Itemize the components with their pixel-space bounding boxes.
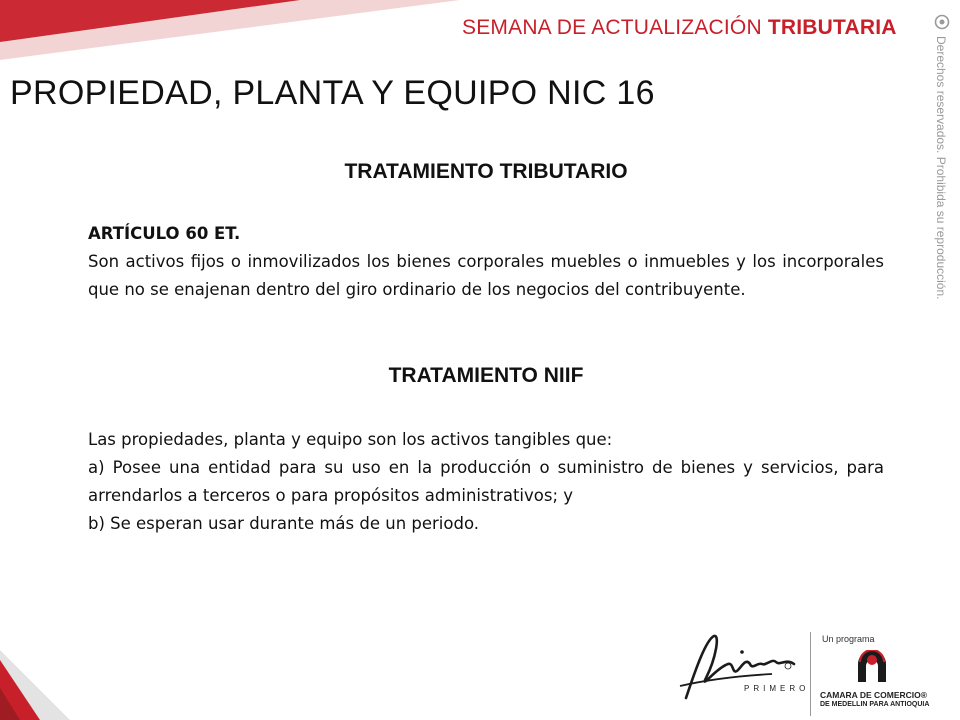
niif-body <box>88 426 884 538</box>
heading-tratamiento-tributario: TRATAMIENTO TRIBUTARIO <box>344 160 628 183</box>
afiliado-subtitle: PRIMERO <box>744 684 810 693</box>
copyright-icon <box>934 14 950 30</box>
article-text: Son activos fijos o inmovilizados los bienes corporales muebles o inmuebles y los incorporales que no se enajenan dentro del giro ordinario de los negocios del contribuyente. <box>88 252 884 299</box>
banner-bold-text: TRIBUTARIA <box>767 16 897 39</box>
tributario-body <box>88 220 884 304</box>
event-banner <box>462 16 897 40</box>
niif-item-a: a) Posee una entidad para su uso en la producción o suministro de bienes y servicios, para arrendarlos a terceros o para propósitos administrativos; y <box>88 458 884 505</box>
logo-divider <box>810 632 811 716</box>
afiliado-logo <box>676 628 802 708</box>
bottom-left-red-triangles <box>0 650 70 720</box>
article-label: ARTÍCULO 60 ET. <box>88 224 241 243</box>
rights-text: Derechos reservados. Prohibida su reproducción. <box>934 36 948 300</box>
niif-item-b: b) Se esperan usar durante más de un periodo. <box>88 514 480 533</box>
un-programa-label: Un programa <box>822 634 875 644</box>
camara-emblem <box>854 650 890 684</box>
camara-subtitle: DE MEDELLIN PARA ANTIOQUIA <box>820 701 930 708</box>
rights-notice <box>934 14 952 300</box>
camara-name: CAMARA DE COMERCIO® <box>820 690 928 700</box>
heading-tratamiento-niif: TRATAMIENTO NIIF <box>388 364 584 387</box>
niif-intro: Las propiedades, planta y equipo son los activos tangibles que: <box>88 430 613 449</box>
top-left-red-wedge <box>0 0 460 60</box>
banner-regular-text: SEMANA DE ACTUALIZACIÓN <box>462 16 768 39</box>
slide-title: PROPIEDAD, PLANTA Y EQUIPO NIC 16 <box>10 74 655 112</box>
